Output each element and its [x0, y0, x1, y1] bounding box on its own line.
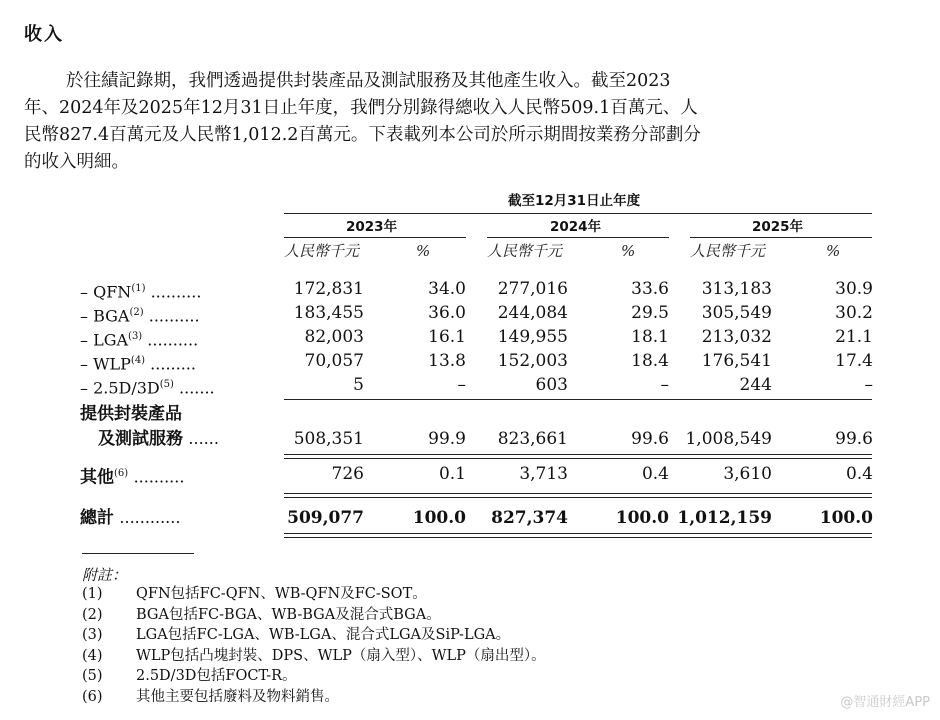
table-cell: 213,032 — [701, 327, 772, 347]
footnote-text: 其他主要包括廢料及物料銷售。 — [136, 688, 339, 705]
year-rule-2023 — [284, 237, 466, 238]
leader-dots: .......... — [143, 306, 200, 326]
unit-amount: 人民幣千元 — [487, 242, 563, 260]
footnote-ref: (3) — [128, 331, 143, 342]
total-rule-top — [284, 533, 872, 534]
footnote-number: (5) — [82, 668, 103, 684]
total-cell: 100.0 — [819, 508, 873, 528]
table-cell: 34.0 — [428, 279, 466, 299]
subtotal-cell: 508,351 — [293, 429, 364, 449]
others-rule-top — [284, 493, 872, 494]
table-cell: 33.6 — [631, 279, 669, 299]
table-cell: 603 — [535, 375, 568, 395]
segment-label — [80, 375, 215, 398]
year-rule-2025 — [690, 237, 872, 238]
footnote-ref: (2) — [129, 307, 144, 318]
total-cell: 100.0 — [412, 508, 466, 528]
leader-dots: ......... — [145, 354, 196, 374]
table-cell: 36.0 — [428, 303, 466, 323]
table-cell: 5 — [353, 375, 364, 395]
subtotal-cell: 99.9 — [428, 429, 466, 449]
footnote-item — [82, 626, 782, 646]
subtotal-cell: 823,661 — [497, 429, 568, 449]
paragraph-line: 年、2024年及2025年12月31日止年度，我們分別錄得總收入人民幣509.1百萬元、人 — [24, 98, 698, 118]
footnote-number: (2) — [82, 606, 103, 623]
table-cell: 244,084 — [497, 303, 568, 323]
table-cell: 313,183 — [701, 279, 772, 299]
paragraph-line: 的收入明細。 — [24, 152, 129, 172]
footnote-item — [82, 606, 782, 626]
footnote-ref: (1) — [131, 283, 146, 294]
table-cell: 172,831 — [293, 279, 364, 299]
table-cell: – — [864, 375, 873, 395]
footnote-item — [82, 688, 782, 708]
table-cell: 30.9 — [835, 279, 873, 299]
segment-name: – QFN — [80, 282, 132, 302]
table-cell: 82,003 — [304, 327, 364, 347]
footnote-item — [82, 647, 782, 667]
year-header-2024: 2024年 — [550, 219, 602, 235]
subtotal-cell: 99.6 — [835, 429, 873, 449]
table-cell: 21.1 — [835, 327, 873, 347]
subtotal-cell: 1,008,549 — [685, 429, 772, 449]
segment-name: – WLP — [80, 354, 131, 374]
segment-name: – LGA — [80, 330, 129, 350]
footnote-ref: (5) — [159, 379, 174, 390]
period-header: 截至12月31日止年度 — [508, 193, 641, 209]
table-cell: 305,549 — [701, 303, 772, 323]
footnote-ref: (4) — [130, 355, 146, 366]
table-cell: 17.4 — [835, 351, 873, 371]
total-cell: 100.0 — [615, 508, 669, 528]
segment-rule — [284, 399, 872, 400]
others-cell: 0.4 — [845, 464, 873, 484]
leader-dots: ............ — [119, 508, 181, 527]
paragraph-line: 於往績記錄期，我們透過提供封裝產品及測試服務及其他產生收入。截至2023 — [66, 71, 671, 91]
subtotal-rule-top — [284, 454, 872, 455]
footnote-text: QFN包括FC-QFN、WB-QFN及FC-SOT。 — [136, 586, 427, 602]
others-cell: 0.4 — [641, 464, 669, 484]
others-cell: 3,713 — [519, 464, 568, 484]
leader-dots: ...... — [188, 429, 219, 448]
table-cell: 244 — [739, 375, 772, 395]
table-cell: 176,541 — [701, 351, 772, 371]
leader-dots: .......... — [133, 467, 185, 487]
others-cell: 3,610 — [723, 464, 772, 484]
footnote-number: (6) — [82, 688, 103, 705]
total-cell: 1,012,159 — [677, 508, 772, 528]
total-cell: 509,077 — [287, 508, 364, 528]
others-cell: 726 — [331, 464, 364, 484]
table-cell: 149,955 — [497, 327, 568, 347]
subtotal-rule-bottom — [284, 458, 872, 459]
unit-pct: % — [826, 242, 841, 260]
footnote-number: (1) — [82, 586, 103, 602]
table-cell: 18.4 — [631, 351, 669, 371]
table-cell: 277,016 — [497, 279, 568, 299]
table-cell: 13.8 — [428, 351, 466, 371]
unit-amount: 人民幣千元 — [284, 242, 360, 260]
footnote-text: 2.5D/3D包括FOCT-R。 — [136, 668, 297, 684]
footnote-number: (4) — [82, 647, 103, 664]
segment-name: – 2.5D/3D — [80, 378, 160, 398]
segment-name: – BGA — [80, 306, 130, 326]
segment-label — [80, 279, 201, 302]
table-cell: – — [457, 375, 466, 395]
year-rule-2024 — [487, 237, 669, 238]
footnote-text: WLP包括凸塊封裝、DPS、WLP（扇入型）、WLP（扇出型）。 — [136, 647, 546, 664]
footnote-heading: 附註： — [82, 566, 128, 584]
footnote-text: BGA包括FC-BGA、WB-BGA及混合式BGA。 — [136, 606, 441, 623]
segment-label — [80, 327, 198, 350]
unit-pct: % — [621, 242, 636, 260]
section-title: 收入 — [24, 24, 64, 45]
subtotal-label — [98, 429, 219, 449]
table-cell: – — [660, 375, 669, 395]
footnote-item — [82, 667, 782, 687]
year-header-2025: 2025年 — [752, 219, 804, 235]
table-cell: 29.5 — [631, 303, 669, 323]
footnote-text: LGA包括FC-LGA、WB-LGA、混合式LGA及SiP-LGA。 — [136, 627, 511, 643]
others-label-text: 其他 — [80, 467, 114, 488]
total-label — [80, 508, 180, 528]
table-cell: 70,057 — [304, 351, 364, 371]
table-cell: 16.1 — [428, 327, 466, 347]
footnote-ref: (6) — [114, 468, 129, 479]
total-cell: 827,374 — [491, 508, 568, 528]
subtotal-label-line2: 及測試服務 — [98, 429, 183, 449]
total-rule-bottom — [284, 537, 872, 538]
subtotal-label-line1: 提供封裝產品 — [80, 404, 182, 424]
leader-dots: .......... — [142, 330, 199, 350]
unit-amount: 人民幣千元 — [690, 242, 766, 260]
others-cell: 0.1 — [438, 464, 466, 484]
leader-dots: ....... — [173, 378, 215, 398]
watermark: @智通財經APP — [840, 695, 930, 710]
table-cell: 152,003 — [497, 351, 568, 371]
total-label-text: 總計 — [80, 508, 114, 528]
others-label — [80, 464, 184, 488]
leader-dots: .......... — [145, 282, 202, 302]
others-rule-bottom — [284, 497, 872, 498]
year-header-2023: 2023年 — [346, 219, 398, 235]
footnote-number: (3) — [82, 627, 103, 643]
footnote-item — [82, 585, 782, 605]
table-cell: 183,455 — [293, 303, 364, 323]
table-cell: 18.1 — [631, 327, 669, 347]
table-cell: 30.2 — [835, 303, 873, 323]
header-rule — [284, 213, 872, 214]
subtotal-cell: 99.6 — [631, 429, 669, 449]
segment-label — [80, 351, 196, 374]
paragraph-line: 民幣827.4百萬元及人民幣1,012.2百萬元。下表載列本公司於所示期間按業務分部劃分 — [24, 125, 701, 145]
unit-pct: % — [416, 242, 431, 260]
footnote-separator — [82, 553, 194, 554]
segment-label — [80, 303, 200, 326]
